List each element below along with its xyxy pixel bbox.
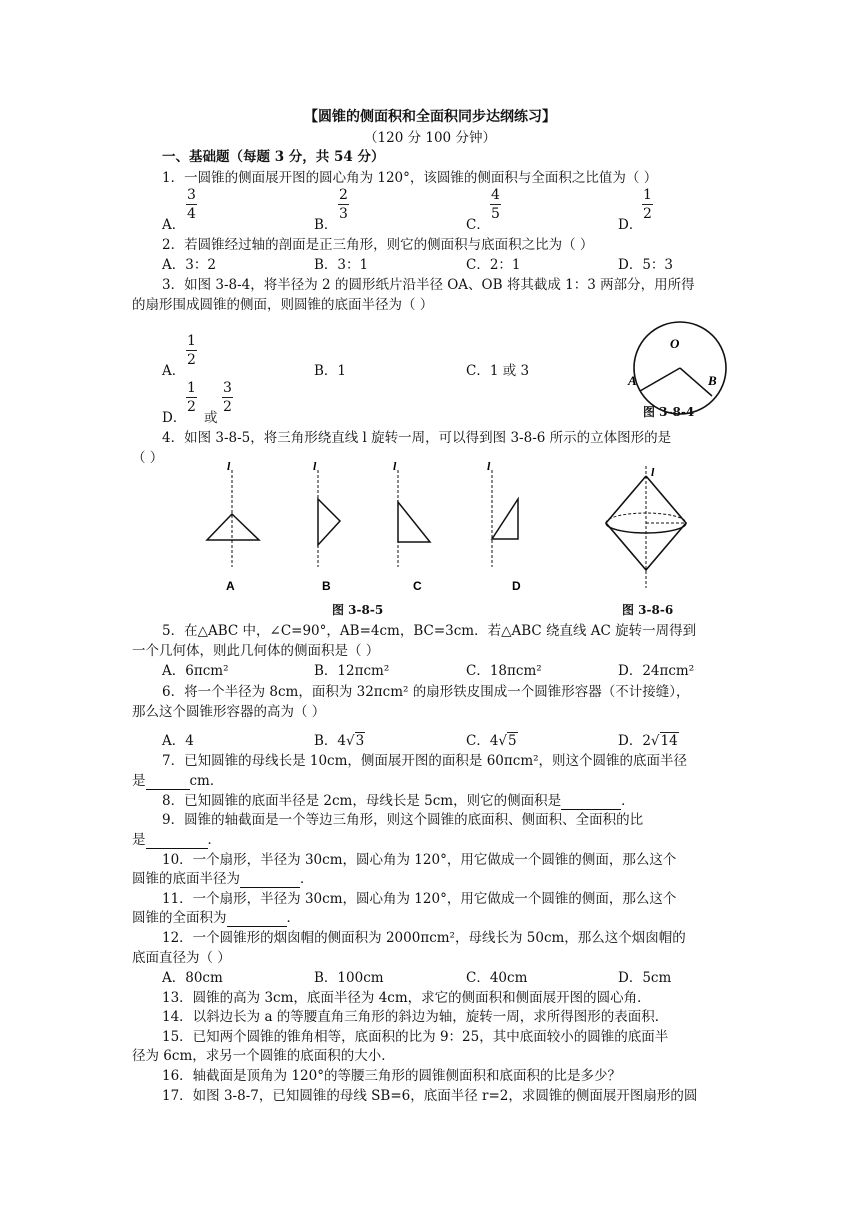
text-post: cm． [189, 773, 224, 789]
q2-option-b: B．3：1 [314, 257, 369, 273]
question-6-line-2: 那么这个圆锥形容器的高为（ ） [132, 704, 326, 720]
line-label-l: l [313, 462, 317, 473]
q1-option-c-label: C． [466, 217, 490, 233]
q1-option-a-fraction [186, 186, 197, 223]
q1-option-a-label: A． [162, 217, 186, 233]
text-post: ． [300, 871, 314, 887]
shape-label-b: B [322, 579, 331, 593]
q3-option-d-or: 或 [204, 410, 218, 426]
text-pre: 是 [132, 832, 146, 848]
q3-option-c: C．1 或 3 [466, 363, 530, 379]
point-b-label: B [708, 373, 717, 388]
text-post: ． [207, 832, 221, 848]
line-label-l: l [487, 462, 491, 473]
q6-option-c [466, 729, 518, 749]
radicand: 5 [508, 733, 517, 749]
triangle-a [207, 514, 259, 540]
text-pre: 圆锥的底面半径为 [132, 871, 240, 887]
numerator: 1 [187, 380, 196, 396]
question-15-line-1: 15．已知两个圆锥的锥角相等，底面积的比为 9：25，其中底面较小的圆锥的底面半 [162, 1029, 669, 1045]
q5-option-c: C．18πcm² [466, 663, 542, 679]
q2-option-c: C．2：1 [466, 257, 521, 273]
figure-3-8-4-caption: 图 3-8-4 [643, 405, 695, 419]
q12-option-c: C．40cm [466, 970, 528, 986]
question-12-line-1: 12．一个圆锥形的烟囱帽的侧面积为 2000πcm²，母线长为 50cm，那么这个烟囱帽的 [162, 930, 686, 946]
page-title: 【圆锥的侧面积和全面积同步达纲练习】 [304, 109, 556, 125]
triangle-d [492, 499, 518, 539]
numerator: 3 [187, 187, 196, 203]
question-9-line-2 [132, 828, 221, 849]
question-15-line-2: 径为 6cm，求另一个圆锥的底面积的大小． [132, 1048, 395, 1064]
option-label: C．4 [466, 733, 499, 749]
q6-option-b [314, 729, 365, 749]
answer-blank[interactable] [240, 871, 300, 888]
numerator: 1 [187, 333, 196, 349]
question-3-line-1: 3．如图 3-8-4，将半径为 2 的圆形纸片沿半径 OA、OB 将其截成 1：3 两部分，用所得 [162, 277, 695, 293]
q5-option-b: B．12πcm² [314, 663, 390, 679]
answer-blank[interactable] [146, 832, 208, 849]
text-pre: 8．已知圆锥的底面半径是 2cm，母线长是 5cm，则它的侧面积是 [162, 793, 562, 809]
question-6-line-1: 6．将一个半径为 8cm，面积为 32πcm² 的扇形铁皮围成一个圆锥形容器（不计接缝）， [162, 684, 690, 700]
shape-label-d: D [512, 579, 521, 593]
text-pre: 是 [132, 773, 146, 789]
radicand: 3 [355, 733, 365, 749]
denominator: 2 [643, 206, 652, 222]
question-4-line-1: 4．如图 3-8-5，将三角形绕直线 l 旋转一周，可以得到图 3-8-6 所示的立体图形的是 [162, 430, 672, 446]
option-label: D．2 [618, 733, 651, 749]
q3-option-d-label: D． [162, 410, 187, 426]
question-16: 16．轴截面是顶角为 120°的等腰三角形的圆锥侧面积和底面积的比是多少？ [162, 1068, 621, 1084]
line-label-l: l [227, 462, 231, 473]
q12-option-a: A．80cm [162, 970, 223, 986]
q2-option-d: D．5：3 [618, 257, 674, 273]
figure-3-8-6-caption: 图 3-8-6 [622, 603, 674, 617]
numerator: 1 [643, 187, 652, 203]
text-post: ． [621, 793, 635, 809]
q5-option-d: D．24πcm² [618, 663, 695, 679]
q3-option-d-fraction-2 [222, 379, 233, 416]
question-7-line-1: 7．已知圆锥的母线长是 10cm，侧面展开图的面积是 60πcm²，则这个圆锥的底面半径 [162, 753, 688, 769]
q1-option-d-label: D． [618, 217, 643, 233]
q5-option-a: A．6πcm² [162, 663, 229, 679]
sqrt-symbol: √5 [498, 733, 517, 749]
q6-option-d [618, 729, 679, 749]
denominator: 4 [187, 206, 196, 222]
q3-option-a-label: A． [162, 363, 186, 379]
question-17: 17．如图 3-8-7，已知圆锥的母线 SB=6，底面半径 r=2，求圆锥的侧面展开图扇形的圆 [162, 1088, 698, 1104]
q3-option-d-fraction-1 [186, 379, 197, 416]
shape-label-a: A [226, 579, 235, 593]
sqrt-symbol: √3 [346, 733, 365, 749]
question-5-line-1: 5．在△ABC 中，∠C=90°，AB=4cm，BC=3cm．若△ABC 绕直线 AC 旋转一周得到 [162, 623, 697, 639]
question-11-line-1: 11．一个扇形，半径为 30cm，圆心角为 120°，用它做成一个圆锥的侧面，那么这个 [162, 891, 677, 907]
q3-option-b: B．1 [314, 363, 347, 379]
question-2: 2．若圆锥经过轴的剖面是正三角形，则它的侧面积与底面积之比为（ ） [162, 237, 594, 253]
question-4-line-2: （ ） [132, 450, 164, 466]
question-11-line-2 [132, 906, 300, 927]
triangle-c [398, 502, 430, 542]
radicand: 14 [660, 733, 678, 749]
q12-option-b: B．100cm [314, 970, 384, 986]
sqrt-symbol: √14 [650, 733, 678, 749]
radius-oa [640, 368, 680, 391]
figure-3-8-6 [598, 462, 698, 592]
line-label-l: l [651, 465, 655, 479]
question-14: 14．以斜边长为 a 的等腰直角三角形的斜边为轴，旋转一周，求所得图形的表面积． [162, 1009, 669, 1025]
text-post: ． [286, 910, 300, 926]
denominator: 5 [491, 206, 500, 222]
q1-option-b-fraction [338, 186, 349, 223]
question-8 [162, 789, 635, 810]
q1-option-d-fraction [642, 186, 653, 223]
line-label-l: l [393, 462, 397, 473]
option-label: B．4 [314, 733, 347, 749]
question-10-line-1: 10．一个扇形，半径为 30cm，圆心角为 120°，用它做成一个圆锥的侧面，那么这个 [162, 852, 677, 868]
question-3-line-2: 的扇形围成圆锥的侧面，则圆锥的底面半径为（ ） [132, 297, 434, 313]
point-a-label: A [628, 373, 637, 388]
answer-blank[interactable] [227, 910, 287, 927]
denominator: 2 [223, 399, 232, 415]
q3-option-a-fraction [186, 332, 197, 369]
q6-option-a: A．4 [162, 733, 194, 749]
numerator: 2 [339, 187, 348, 203]
question-1: 1．一圆锥的侧面展开图的圆心角为 120°，该圆锥的侧面积与全面积之比值为（ ） [162, 170, 658, 186]
question-5-line-2: 一个几何体，则此几何体的侧面积是（ ） [132, 643, 380, 659]
text-pre: 圆锥的全面积为 [132, 910, 227, 926]
triangle-b [318, 499, 340, 545]
page-subtitle: （120 分 100 分钟） [364, 130, 496, 146]
denominator: 2 [187, 352, 196, 368]
figure-3-8-5 [195, 462, 555, 597]
numerator: 4 [491, 187, 500, 203]
q2-option-a: A．3：2 [162, 257, 216, 273]
shape-label-c: C [413, 579, 422, 593]
numerator: 3 [223, 380, 232, 396]
question-12-line-2: 底面直径为（ ） [132, 950, 231, 966]
question-13: 13．圆锥的高为 3cm，底面半径为 4cm，求它的侧面积和侧面展开图的圆心角． [162, 990, 651, 1006]
denominator: 2 [187, 399, 196, 415]
point-o-label: O [670, 336, 680, 351]
figure-3-8-5-caption: 图 3-8-5 [332, 603, 384, 617]
q12-option-d: D．5cm [618, 970, 672, 986]
denominator: 3 [339, 206, 348, 222]
question-10-line-2 [132, 867, 314, 888]
section-heading: 一、基础题（每题 3 分，共 54 分） [162, 149, 385, 165]
answer-blank[interactable] [146, 773, 190, 790]
question-9-line-1: 9．圆锥的轴截面是一个等边三角形，则这个圆锥的底面积、侧面积、全面积的比 [162, 812, 644, 828]
question-7-line-2 [132, 769, 223, 790]
q1-option-b-label: B． [314, 217, 338, 233]
q1-option-c-fraction [490, 186, 501, 223]
